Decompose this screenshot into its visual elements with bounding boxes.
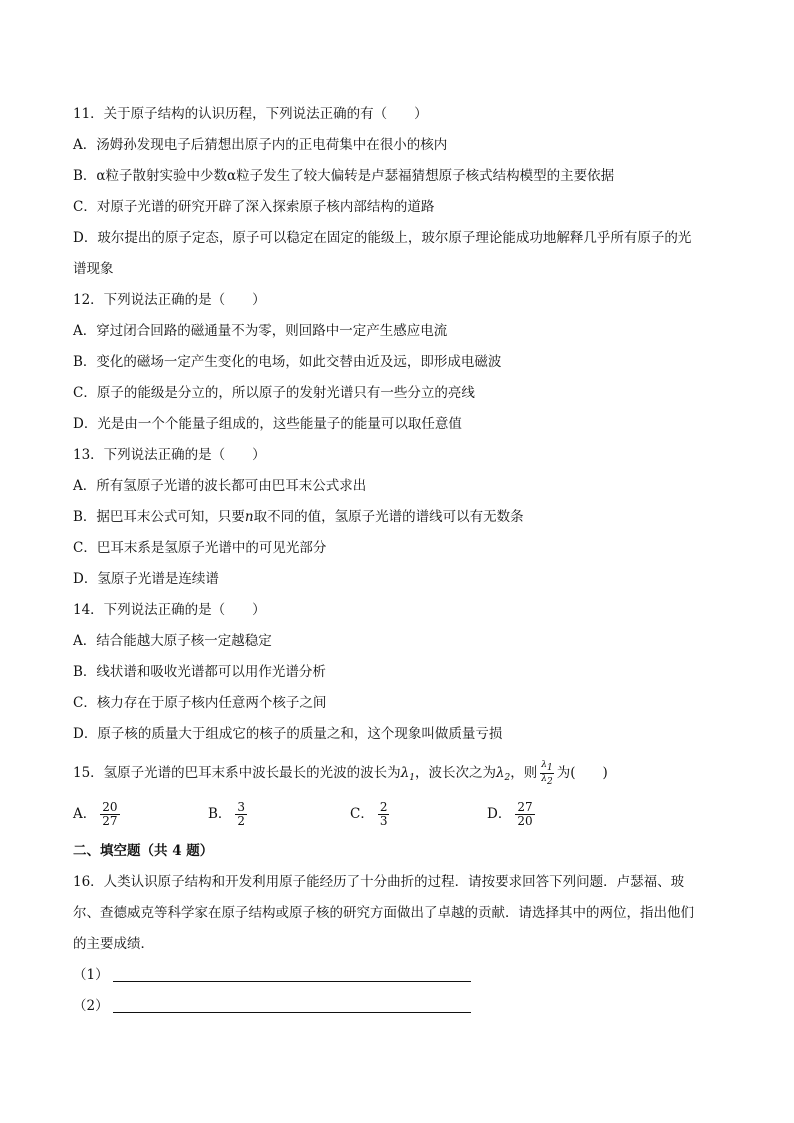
q12-stem: 12．下列说法正确的是（ ） <box>73 292 266 308</box>
q13-option-a: A．所有氢原子光谱的波长都可由巴耳末公式求出 <box>73 478 367 494</box>
lambda-1: $\lambda_1$ <box>400 765 415 783</box>
answer-blank-2[interactable] <box>113 998 471 1013</box>
q15-option-a: A． $\frac{20}{27}$ <box>73 800 118 828</box>
option-b-fraction: $\frac{3}{2}$ <box>237 800 246 828</box>
q11-option-d-cont: 谱现象 <box>73 261 114 277</box>
q11-option-d: D．玻尔提出的原子定态，原子可以稳定在固定的能级上，玻尔原子理论能成功地解释几乎所有原子的光 <box>73 230 692 246</box>
q13-stem: 13．下列说法正确的是（ ） <box>73 447 266 463</box>
lambda-ratio-fraction: $\frac{\lambda 1}{\lambda 2}$ <box>541 760 553 787</box>
q15-stem <box>73 760 608 788</box>
q11-option-a: A．汤姆孙发现电子后猜想出原子内的正电荷集中在很小的核内 <box>73 137 448 153</box>
q14-option-a: A．结合能越大原子核一定越稳定 <box>73 633 272 649</box>
q15-option-b: B． $\frac{3}{2}$ <box>208 800 246 828</box>
q14-option-c: C．核力存在于原子核内任意两个核子之间 <box>73 695 327 711</box>
q15-stem-post: 为( ) <box>556 765 608 781</box>
section-title: 二、填空题（共 4 题） <box>73 843 214 859</box>
q11-option-c: C．对原子光谱的研究开辟了深入探索原子核内部结构的道路 <box>73 199 435 215</box>
lambda-2: $\lambda_2$ <box>495 765 511 783</box>
q13-option-b-post: 取不同的值，氢原子光谱的谱线可以有无数条 <box>253 509 524 525</box>
q16-line-2: 尔、查德威克等科学家在原子结构或原子核的研究方面做出了卓越的贡献．请选择其中的两位，指出他们 <box>73 905 694 921</box>
q13-option-c: C．巴耳末系是氢原子光谱中的可见光部分 <box>73 540 327 556</box>
q15-stem-mid: ，波长次之为 <box>414 765 496 781</box>
q12-option-c: C．原子的能级是分立的，所以原子的发射光谱只有一些分立的亮线 <box>73 385 475 401</box>
q14-option-b: B．线状谱和吸收光谱都可以用作光谱分析 <box>73 664 326 680</box>
q11-stem: 11．关于原子结构的认识历程，下列说法正确的有（ ） <box>73 106 428 122</box>
option-c-fraction: $\frac{2}{3}$ <box>379 800 388 828</box>
q12-option-a: A．穿过闭合回路的磁通量不为零，则回路中一定产生感应电流 <box>73 323 448 339</box>
q16-answer-2: （2） <box>73 996 471 1016</box>
q14-stem: 14．下列说法正确的是（ ） <box>73 602 266 618</box>
q14-option-d: D．原子核的质量大于组成它的核子的质量之和，这个现象叫做质量亏损 <box>73 726 503 742</box>
q12-option-b: B．变化的磁场一定产生变化的电场，如此交替由近及远，即形成电磁波 <box>73 354 502 370</box>
option-a-fraction: $\frac{20}{27}$ <box>102 800 118 828</box>
q12-option-d: D．光是由一个个能量子组成的，这些能量子的能量可以取任意值 <box>73 416 462 432</box>
q15-option-c: C． $\frac{2}{3}$ <box>350 800 388 828</box>
q16-line-1: 16．人类认识原子结构和开发利用原子能经历了十分曲折的过程．请按要求回答下列问题．卢瑟福、玻 <box>73 874 685 890</box>
q13-option-b-pre: B．据巴耳末公式可知，只要 <box>73 509 245 525</box>
q13-option-d: D．氢原子光谱是连续谱 <box>73 571 219 587</box>
q16-line-3: 的主要成绩． <box>73 936 154 952</box>
answer-blank-1[interactable] <box>113 967 471 982</box>
q16-answer-1: （1） <box>73 965 471 985</box>
option-d-fraction: $\frac{27}{20}$ <box>517 800 533 828</box>
q15-stem-then: ，则 <box>510 765 538 781</box>
q15-stem-pre: 15．氢原子光谱的巴耳末系中波长最长的光波的波长为 <box>73 765 401 781</box>
q15-option-d: D． $\frac{27}{20}$ <box>487 800 533 828</box>
n-variable: n <box>244 509 254 525</box>
q13-option-b <box>73 507 524 527</box>
q11-option-b: B．α粒子散射实验中少数α粒子发生了较大偏转是卢瑟福猜想原子核式结构模型的主要依据 <box>73 168 615 184</box>
